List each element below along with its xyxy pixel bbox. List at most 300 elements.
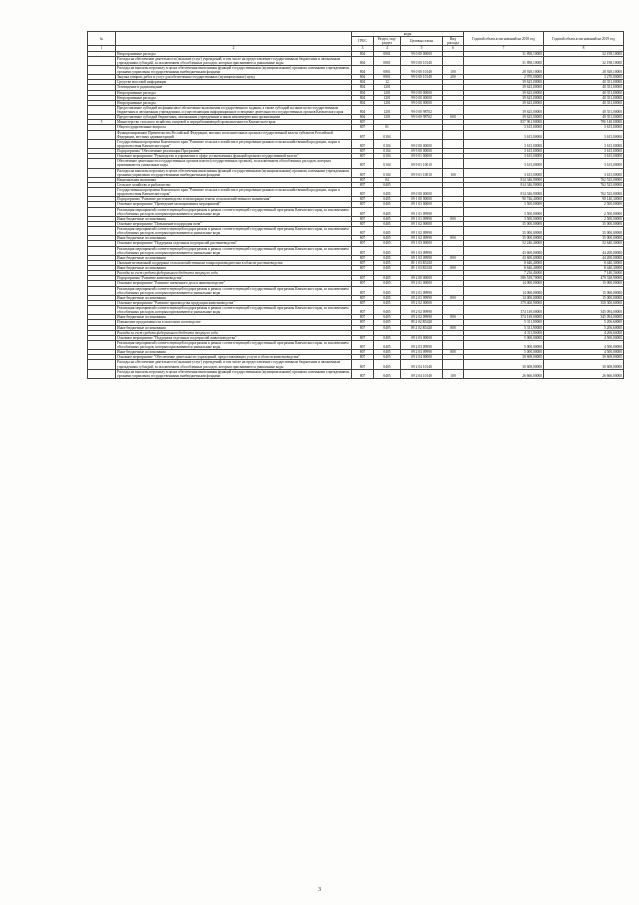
row-amount-2019: 40 351,00000 (544, 115, 624, 120)
row-number (88, 159, 116, 168)
row-amount-2018: 5 311,90000 (464, 320, 544, 325)
row-expense-type: 100 (443, 369, 464, 378)
row-amount-2019: 30 608,00000 (544, 355, 624, 360)
row-name: Расходы за счет средств федерального бюджета текущего года (116, 271, 352, 276)
header-num: 3 (352, 46, 374, 51)
header-vr: Вид расхода (443, 37, 464, 46)
row-name: Государственная программа Камчатского края "Развитие сельского хозяйства и регулирование рынков сельскохозяйственной продукции, сырья и продовольствия Камчатского края" (116, 139, 352, 148)
row-section: 0405 (374, 202, 401, 207)
row-target-article: 99 0 00 00000 (401, 95, 443, 100)
row-number (88, 246, 116, 255)
row-amount-2018: 814 346,90000 (464, 182, 544, 187)
row-name: Сельское хозяйство и рыболовство (116, 182, 352, 187)
row-target-article: 99 0 00 10140 (401, 75, 443, 80)
row-amount-2019: 8 440,30000 (544, 260, 624, 265)
row-name: Оказание несвязанной поддержки сельскохозяйственным товаропроизводителям в области растениеводства (116, 260, 352, 265)
row-target-article: 99 0 00 98702 (401, 105, 443, 114)
row-grbs: 804 (352, 51, 374, 56)
row-grbs: 804 (352, 115, 374, 120)
row-grbs: 807 (352, 246, 374, 255)
table-row (88, 159, 624, 168)
row-amount-2019: 3 615,00000 (544, 130, 624, 139)
row-grbs: 807 (352, 260, 374, 265)
row-name: Основное мероприятие "Развитие племенного дела в животноводстве" (116, 281, 352, 286)
header-num: 1 (88, 46, 116, 51)
row-amount-2018: 814 346,90000 (464, 188, 544, 197)
row-amount-2019: 15 000,00000 (544, 286, 624, 295)
row-amount-2018: 814 346,90000 (464, 177, 544, 182)
row-target-article: 99 0 00 98702 (401, 115, 443, 120)
row-amount-2018: 14 000,00000 (464, 295, 544, 300)
row-amount-2018: 39 625,00000 (464, 85, 544, 90)
row-expense-type (443, 105, 464, 114)
row-name: Повышение продуктивности в молочном скотоводстве (116, 320, 352, 325)
row-amount-2019: 3 615,00000 (544, 159, 624, 168)
row-section: 0405 (374, 207, 401, 216)
header-num: 7 (464, 46, 544, 51)
row-target-article: 09 1 02 09990 (401, 227, 443, 236)
row-name: Иные бюджетные ассигнования (116, 295, 352, 300)
row-number (88, 168, 116, 177)
row-section: 0405 (374, 227, 401, 236)
row-number (88, 130, 116, 139)
row-target-article: 09 2 02 09990 (401, 306, 443, 315)
row-name: Реализация мероприятий соответствующей подпрограммы в рамках соответствующей государственной программы Камчатского края, за исключением обособленных расходов, которым присваиваются уникальные коды (116, 306, 352, 315)
row-expense-type (443, 159, 464, 168)
header-no: № (88, 32, 116, 46)
row-grbs: 804 (352, 80, 374, 85)
row-name: Основное мероприятие "Повышение плодородия почв" (116, 221, 352, 226)
row-name: Иные бюджетные ассигнования (116, 350, 352, 355)
row-grbs: 807 (352, 276, 374, 281)
row-name: Реализация мероприятий соответствующей подпрограммы в рамках соответствующей государственной программы Камчатского края, за исключением обособленных расходов, которым присваиваются уникальные коды (116, 340, 352, 349)
row-section: 0801 (374, 75, 401, 80)
row-section: 0405 (374, 255, 401, 260)
row-expense-type: 800 (443, 350, 464, 355)
row-expense-type: 800 (443, 315, 464, 320)
row-amount-2019: 3 615,00000 (544, 139, 624, 148)
row-expense-type (443, 139, 464, 148)
row-expense-type (443, 207, 464, 216)
row-grbs: 807 (352, 177, 374, 182)
row-grbs: 807 (352, 266, 374, 271)
row-target-article: 99 0 00 10140 (401, 56, 443, 65)
row-name: Иные бюджетные ассигнования (116, 216, 352, 221)
row-section: 0405 (374, 246, 401, 255)
row-expense-type (443, 246, 464, 255)
row-amount-2019: 350 300,60000 (544, 300, 624, 305)
row-amount-2018: 52 246,40000 (464, 241, 544, 246)
row-amount-2018: 35 000,00000 (464, 227, 544, 236)
budget-table (87, 31, 624, 379)
row-expense-type (443, 56, 464, 65)
row-target-article: 09 1 03 00000 (401, 241, 443, 246)
row-target-article: 09 2 02 09990 (401, 315, 443, 320)
row-target-article: 09 2 00 00000 (401, 276, 443, 281)
row-section: 1201 (374, 115, 401, 120)
row-target-article: 09 2 03 09990 (401, 350, 443, 355)
row-grbs: 804 (352, 85, 374, 90)
row-grbs: 807 (352, 281, 374, 286)
row-section: 0405 (374, 266, 401, 271)
row-amount-2019: 786 140,00000 (544, 120, 624, 125)
row-amount-2018: 3 500,00000 (464, 202, 544, 207)
row-grbs: 804 (352, 75, 374, 80)
row-name: Иные бюджетные ассигнования (116, 255, 352, 260)
header-2018: Годовой объем ассигнований на 2018 год (464, 32, 544, 46)
row-amount-2019: 4 500,00000 (544, 340, 624, 349)
row-amount-2019: 5 206,60000 (544, 320, 624, 325)
row-amount-2019: 35 000,00000 (544, 236, 624, 241)
row-amount-2018: 31 898,10000 (464, 51, 544, 56)
row-amount-2018: 3 615,00000 (464, 149, 544, 154)
row-section: 0405 (374, 188, 401, 197)
row-section: 04 (374, 177, 401, 182)
row-name: Иные бюджетные ассигнования (116, 325, 352, 330)
row-amount-2019: 3 615,00000 (544, 149, 624, 154)
row-section: 0104 (374, 168, 401, 177)
row-target-article: 09 2 03 00000 (401, 335, 443, 340)
row-amount-2018: 8 646,40000 (464, 266, 544, 271)
row-target-article: 09 9 00 00000 (401, 149, 443, 154)
row-section: 0405 (374, 350, 401, 355)
row-grbs: 807 (352, 241, 374, 246)
row-number (88, 286, 116, 295)
row-section: 0801 (374, 65, 401, 74)
row-target-article: 09 2 04 10140 (401, 369, 443, 378)
row-grbs: 807 (352, 216, 374, 221)
row-target-article: 09 2 04 00000 (401, 355, 443, 360)
header-num: 2 (116, 46, 352, 51)
row-expense-type: 800 (443, 216, 464, 221)
row-name: Государственная программа Камчатского края "Развитие сельского хозяйства и регулирование рынков сельскохозяйственной продукции, сырья и продовольствия Камчатского края" (116, 188, 352, 197)
row-amount-2018: 28 928,10000 (464, 65, 544, 74)
row-name: Иные бюджетные ассигнования (116, 266, 352, 271)
row-amount-2019: 40 351,00000 (544, 100, 624, 105)
row-number (88, 207, 116, 216)
row-expense-type: 800 (443, 236, 464, 241)
row-expense-type: 800 (443, 266, 464, 271)
row-grbs: 807 (352, 221, 374, 226)
row-expense-type: 100 (443, 168, 464, 177)
row-amount-2018: 374 149,00000 (464, 306, 544, 315)
row-amount-2019: 2 500,00000 (544, 207, 624, 216)
row-number (88, 139, 116, 148)
row-amount-2019: 40 351,00000 (544, 95, 624, 100)
row-section: 0405 (374, 340, 401, 349)
row-amount-2019: 2 500,00000 (544, 216, 624, 221)
row-grbs: 807 (352, 159, 374, 168)
row-name: Основное мероприятие "Руководство и управление в сфере установленных функций органов государственной власти" (116, 154, 352, 159)
row-amount-2018: 39 625,00000 (464, 115, 544, 120)
row-number (88, 340, 116, 349)
row-amount-2018: 39 625,00000 (464, 80, 544, 85)
row-amount-2018: 43 600,00000 (464, 246, 544, 255)
row-section: 1201 (374, 100, 401, 105)
row-grbs: 807 (352, 188, 374, 197)
row-amount-2018: 3 615,00000 (464, 125, 544, 130)
row-grbs: 807 (352, 255, 374, 260)
row-grbs: 804 (352, 65, 374, 74)
table-row (88, 227, 624, 236)
row-grbs: 804 (352, 100, 374, 105)
table-row (88, 369, 624, 378)
row-section: 0405 (374, 369, 401, 378)
row-section: 0405 (374, 325, 401, 330)
row-expense-type: 800 (443, 295, 464, 300)
row-amount-2019: 44 200,00000 (544, 255, 624, 260)
row-grbs: 807 (352, 325, 374, 330)
row-grbs: 807 (352, 355, 374, 360)
row-name: Основное мероприятие "Проведение мелиоративных мероприятий" (116, 202, 352, 207)
row-name: Предоставление субсидий на финансовое обеспечение выполнения государственного задания, а также субсидий на иные цели государственным бюджетным и автономным учреждениям, осуществляющим информационное освещение деятельности государственных органов Камчатского края (116, 105, 352, 114)
row-amount-2019: 28 928,10000 (544, 65, 624, 74)
table-body (88, 51, 624, 378)
row-grbs: 804 (352, 105, 374, 114)
row-target-article: 09 1 01 09990 (401, 216, 443, 221)
row-number: 5 (88, 120, 116, 125)
row-section: 0405 (374, 335, 401, 340)
row-name: Телевидение и радиовещание (116, 85, 352, 90)
row-grbs: 807 (352, 120, 374, 125)
table-row (88, 168, 624, 177)
row-target-article: 09 1 03 R5410 (401, 266, 443, 271)
row-amount-2019: 3 270,00000 (544, 75, 624, 80)
header-grbs: ГРБС (352, 37, 374, 46)
table-row (88, 188, 624, 197)
row-name: Реализация мероприятий соответствующей подпрограммы в рамках соответствующей государственной программы Камчатского края, за исключением обособленных расходов, которым присваиваются уникальные коды (116, 286, 352, 295)
row-amount-2018: 5 000,00000 (464, 350, 544, 355)
table-row (88, 56, 624, 65)
row-grbs: 807 (352, 340, 374, 349)
row-amount-2018: 30 608,00000 (464, 355, 544, 360)
row-section: 0104 (374, 139, 401, 148)
row-target-article: 09 1 03 R5410 (401, 260, 443, 265)
row-amount-2019: 40 351,00000 (544, 80, 624, 85)
row-amount-2019: 345 094,00000 (544, 315, 624, 320)
row-name: Расходы на обеспечение деятельности (оказание услуг) учреждений, в том числе на предоставление государственным бюджетным и автономным учреждениям субсидий, за исключением обособленных расходов, которым присваиваются уникальные коды (116, 56, 352, 65)
row-section: 1201 (374, 85, 401, 90)
row-section: 0104 (374, 149, 401, 154)
row-amount-2018: 3 615,00000 (464, 159, 544, 168)
row-number (88, 306, 116, 315)
row-name: Функционирование Правительства Российской Федерации, высших исполнительных органов государственной власти субъектов Российской Федерации, местных администраций (116, 130, 352, 139)
row-grbs: 807 (352, 350, 374, 355)
row-grbs: 804 (352, 90, 374, 95)
row-grbs: 807 (352, 295, 374, 300)
row-target-article: 09 2 02 R5420 (401, 325, 443, 330)
row-amount-2019: 479 328,90000 (544, 276, 624, 281)
row-section: 0104 (374, 130, 401, 139)
row-section: 0405 (374, 236, 401, 241)
row-target-article: 99 0 00 00000 (401, 100, 443, 105)
row-amount-2018: 3 615,00000 (464, 154, 544, 159)
row-amount-2019: 8 440,30000 (544, 266, 624, 271)
row-amount-2019: 762 525,00000 (544, 182, 624, 187)
row-amount-2018: 30 608,00000 (464, 360, 544, 369)
row-grbs: 807 (352, 335, 374, 340)
row-amount-2018: 14 000,00000 (464, 286, 544, 295)
row-amount-2018: 39 625,00000 (464, 105, 544, 114)
row-expense-type: 600 (443, 115, 464, 120)
row-target-article: 09 2 01 09990 (401, 286, 443, 295)
row-amount-2018: 31 898,10000 (464, 56, 544, 65)
row-target-article: 09 0 00 00000 (401, 188, 443, 197)
page-number: 3 (318, 887, 321, 893)
row-section: 0405 (374, 286, 401, 295)
table-row (88, 286, 624, 295)
row-expense-type: 200 (443, 75, 464, 80)
row-grbs: 804 (352, 56, 374, 65)
row-grbs: 807 (352, 300, 374, 305)
row-section: 0405 (374, 295, 401, 300)
row-grbs: 807 (352, 315, 374, 320)
table-row (88, 246, 624, 255)
row-name: Расходы на обеспечение деятельности (оказание услуг) учреждений, в том числе на предоставление государственным бюджетным и автономным учреждениям субсидий, за исключением обособленных расходов, которым присваиваются уникальные коды (116, 360, 352, 369)
row-name: Обеспечение деятельности государственных органов власти (государственных органов), за исключением обособленных расходов, которым присваиваются уникальные коды (116, 159, 352, 168)
table-row (88, 105, 624, 114)
row-number (88, 105, 116, 114)
table-row (88, 306, 624, 315)
row-target-article: 09 9 01 00000 (401, 154, 443, 159)
row-number (88, 369, 116, 378)
row-expense-type: 800 (443, 255, 464, 260)
row-section: 1201 (374, 90, 401, 95)
row-target-article: 09 2 04 10140 (401, 360, 443, 369)
header-num: 8 (544, 46, 624, 51)
row-section: 0405 (374, 241, 401, 246)
row-amount-2018: 3 500,00000 (464, 207, 544, 216)
header-num: 4 (374, 46, 401, 51)
row-number (88, 188, 116, 197)
header-name (116, 32, 352, 46)
row-amount-2018: 35 000,00000 (464, 221, 544, 226)
row-section: 0405 (374, 281, 401, 286)
row-name: Подпрограмма "Развитие животноводства" (116, 276, 352, 281)
row-name: Основное мероприятие "Обеспечение деятельности учреждений, предоставляющих услуги в области животноводства" (116, 355, 352, 360)
row-target-article: 09 1 00 00000 (401, 197, 443, 202)
row-amount-2019: 345 094,00000 (544, 306, 624, 315)
row-section: 0405 (374, 182, 401, 187)
row-amount-2018: 586 539,70000 (464, 276, 544, 281)
row-expense-type (443, 286, 464, 295)
row-section: 0405 (374, 276, 401, 281)
row-amount-2018: 43 600,00000 (464, 255, 544, 260)
row-grbs: 807 (352, 139, 374, 148)
row-amount-2019: 2 500,00000 (544, 202, 624, 207)
row-target-article: 09 1 02 09990 (401, 236, 443, 241)
row-amount-2019: 32 198,10000 (544, 56, 624, 65)
row-section: 0801 (374, 51, 401, 56)
row-amount-2018: 374 149,00000 (464, 315, 544, 320)
row-amount-2018: 39 625,00000 (464, 95, 544, 100)
row-amount-2019: 15 000,00000 (544, 281, 624, 286)
row-section: 0405 (374, 360, 401, 369)
header-num: 6 (443, 46, 464, 51)
row-section: 0405 (374, 260, 401, 265)
row-amount-2019: 3 615,00000 (544, 154, 624, 159)
row-amount-2018: 4 311,90000 (464, 330, 544, 335)
row-amount-2019: 35 000,00000 (544, 227, 624, 236)
row-amount-2019: 4 206,60000 (544, 330, 624, 335)
row-amount-2019: 762 525,00000 (544, 188, 624, 197)
row-target-article: 09 9 01 10010 (401, 159, 443, 168)
row-amount-2019: 4 500,00000 (544, 350, 624, 355)
row-section: 0405 (374, 306, 401, 315)
row-name: Расходы на выплаты персоналу в целях обеспечения выполнения функций государственными (муниципальными) органами, казенными учреждениями, органами управления государственными внебюджетными фондами (117, 168, 350, 177)
table-header (88, 32, 624, 52)
row-grbs: 807 (352, 182, 374, 187)
row-amount-2019: 26 666,00000 (544, 369, 624, 378)
row-name: Иные бюджетные ассигнования (116, 315, 352, 320)
row-target-article: 09 1 01 00000 (401, 202, 443, 207)
row-section: 12 (374, 80, 401, 85)
row-name: Подпрограмма "Развитие растениеводства и мелиорация земель сельскохозяйственного назначения" (116, 197, 352, 202)
header-codes: коды (352, 32, 464, 37)
row-section: 01 (374, 125, 401, 130)
table-row (88, 340, 624, 349)
row-section: 0405 (374, 355, 401, 360)
row-amount-2019: 40 351,00000 (544, 90, 624, 95)
row-amount-2019: 40 351,00000 (544, 105, 624, 114)
row-grbs: 807 (352, 197, 374, 202)
row-amount-2019: 32 198,10000 (544, 51, 624, 56)
row-expense-type (443, 360, 464, 369)
row-amount-2018: 5 000,00000 (464, 335, 544, 340)
row-grbs: 807 (352, 320, 374, 325)
row-name: Средства массовой информации (116, 80, 352, 85)
row-section: 0405 (374, 320, 401, 325)
row-section: 0104 (374, 154, 401, 159)
row-grbs: 804 (352, 95, 374, 100)
header-2019: Годовой объем ассигнований на 2019 год (544, 32, 624, 46)
row-number (88, 227, 116, 236)
row-name: Министерство сельского хозяйства, пищевой и перерабатывающей промышленности Камчатского края (116, 120, 352, 125)
table-row (88, 360, 624, 369)
row-amount-2018: 39 625,00000 (464, 100, 544, 105)
row-amount-2019: 3 615,00000 (544, 168, 624, 177)
row-target-article: 99 0 00 10140 (401, 65, 443, 74)
row-amount-2018: 3 500,00000 (464, 216, 544, 221)
header-cs: Целевая статья (401, 37, 443, 46)
row-section: 0405 (374, 300, 401, 305)
row-name: Реализация мероприятий соответствующей подпрограммы в рамках соответствующей государственной программы Камчатского края, за исключением обособленных расходов, которым присваиваются уникальные коды (116, 207, 352, 216)
row-target-article: 09 2 01 00000 (401, 281, 443, 286)
row-amount-2018: 8 646,40000 (464, 260, 544, 265)
row-amount-2018: 379 460,90000 (464, 300, 544, 305)
row-section: 0405 (374, 221, 401, 226)
row-expense-type (443, 306, 464, 315)
row-name: Основное мероприятие "Развитие производства продукции животноводства" (116, 300, 352, 305)
row-amount-2019: 35 000,00000 (544, 221, 624, 226)
row-name: Общегосударственные вопросы (116, 125, 352, 130)
row-grbs: 807 (352, 369, 374, 378)
row-section: 0104 (374, 159, 401, 168)
row-section: 0405 (374, 197, 401, 202)
row-amount-2018: 90 746,40000 (464, 197, 544, 202)
row-name: Подпрограмма "Обеспечение реализации Программы" (116, 149, 352, 154)
row-amount-2019: 5 206,60000 (544, 325, 624, 330)
row-name: Расходы на выплаты персоналу в целях обеспечения выполнения функций государственными (муниципальными) органами, казенными учреждениями, органами управления государственными внебюджетными фондами (117, 369, 350, 378)
row-expense-type: 800 (443, 325, 464, 330)
row-target-article (401, 130, 443, 139)
header-num: 5 (401, 46, 443, 51)
row-name: Закупка товаров, работ и услуг для обеспечения государственных (муниципальных) нужд (116, 75, 352, 80)
row-amount-2018: 7 216,40000 (464, 271, 544, 276)
row-expense-type: 100 (443, 65, 464, 74)
row-amount-2019: 3 615,00000 (544, 125, 624, 130)
row-expense-type (443, 340, 464, 349)
